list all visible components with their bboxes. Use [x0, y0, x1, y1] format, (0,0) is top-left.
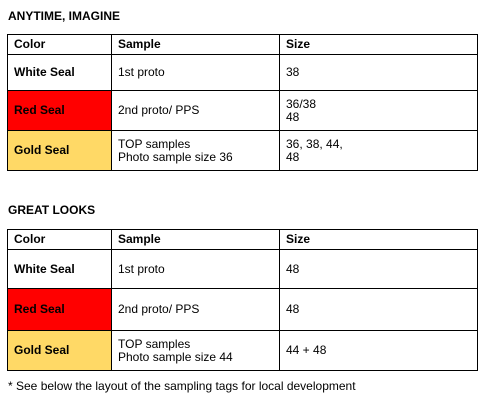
- footnote: * See below the layout of the sampling tags for local development: [8, 379, 356, 393]
- sample-line: Photo sample size 36: [118, 149, 233, 164]
- sample-line: Photo sample size 44: [118, 349, 233, 364]
- table-row-red-seal: [8, 91, 478, 131]
- size-line: 48: [286, 302, 300, 316]
- table-row-white-seal: [8, 55, 478, 91]
- size-line: 48: [286, 109, 300, 124]
- sample-cell: [112, 55, 280, 91]
- size-cell: [280, 331, 478, 371]
- color-cell-red-seal: Red Seal: [8, 91, 112, 131]
- color-cell-white-seal: White Seal: [8, 250, 112, 289]
- header-sample: Sample: [112, 230, 280, 250]
- table-row-gold-seal: [8, 131, 478, 171]
- sample-cell: [112, 131, 280, 171]
- table-header-row: [8, 230, 478, 250]
- sample-line: 2nd proto/ PPS: [118, 302, 200, 316]
- sample-line: 1st proto: [118, 261, 165, 276]
- header-color: Color: [8, 230, 112, 250]
- sample-cell: [112, 331, 280, 371]
- color-cell-white-seal: White Seal: [8, 55, 112, 91]
- table-header-row: [8, 35, 478, 55]
- size-line: 48: [286, 261, 300, 276]
- size-line: 48: [286, 149, 300, 164]
- color-cell-red-seal: Red Seal: [8, 289, 112, 331]
- size-line: 38: [286, 65, 300, 79]
- color-cell-gold-seal: Gold Seal: [8, 331, 112, 371]
- section-title-anytime-imagine: ANYTIME, IMAGINE: [8, 9, 121, 23]
- sample-line: TOP samples: [118, 136, 191, 151]
- sampling-table-great-looks: [7, 229, 478, 371]
- sample-line: TOP samples: [118, 336, 191, 351]
- section-title-great-looks: GREAT LOOKS: [8, 203, 96, 217]
- size-cell: [280, 250, 478, 289]
- table-row-white-seal: [8, 250, 478, 289]
- table-row-gold-seal: [8, 331, 478, 371]
- size-cell: [280, 91, 478, 131]
- size-line: 36/38: [286, 96, 317, 111]
- sample-cell: [112, 91, 280, 131]
- header-sample: Sample: [112, 35, 280, 55]
- size-cell: [280, 289, 478, 331]
- header-size: Size: [280, 35, 478, 55]
- header-color: Color: [8, 35, 112, 55]
- size-cell: [280, 131, 478, 171]
- table-row-red-seal: [8, 289, 478, 331]
- sample-line: 2nd proto/ PPS: [118, 103, 200, 117]
- sample-line: 1st proto: [118, 65, 165, 79]
- sample-cell: [112, 250, 280, 289]
- color-cell-gold-seal: Gold Seal: [8, 131, 112, 171]
- size-line: 44 + 48: [286, 343, 327, 357]
- size-cell: [280, 55, 478, 91]
- sample-cell: [112, 289, 280, 331]
- sampling-table-anytime-imagine: [7, 34, 478, 171]
- header-size: Size: [280, 230, 478, 250]
- size-line: 36, 38, 44,: [286, 136, 343, 151]
